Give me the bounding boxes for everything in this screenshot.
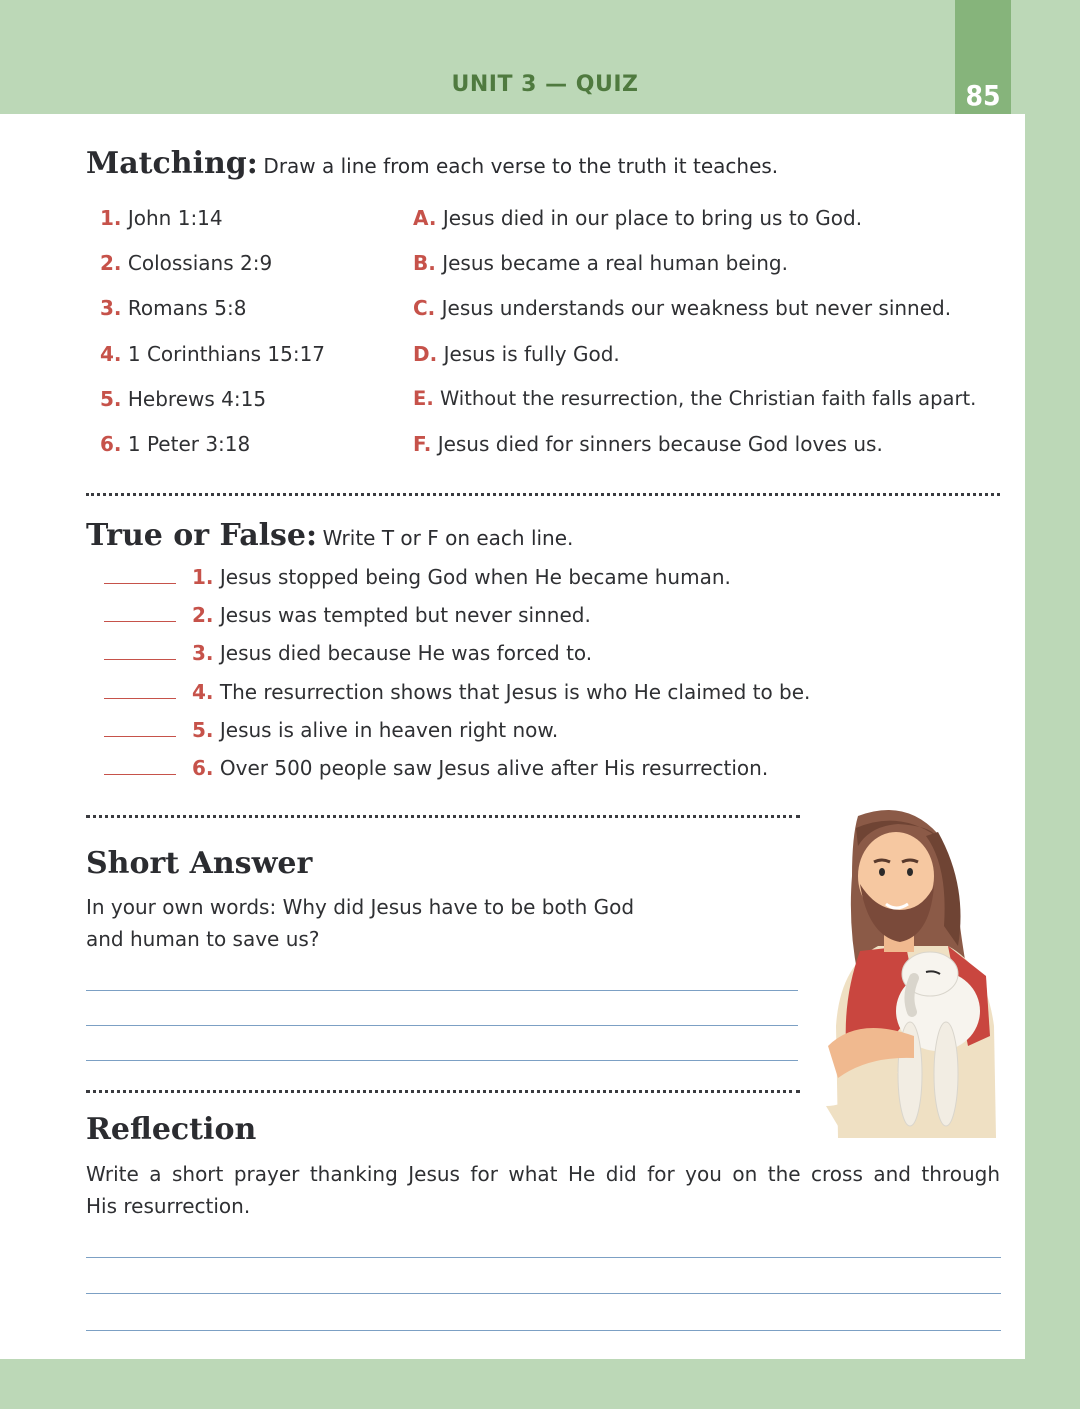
page-number: 85 <box>965 79 1001 112</box>
true-false-instructions: Write T or F on each line. <box>322 526 574 550</box>
truth-item: B. Jesus became a real human being. <box>413 251 788 275</box>
answer-line[interactable] <box>86 1330 1001 1331</box>
true-false-item: 1. Jesus stopped being God when He became human. <box>104 565 731 589</box>
answer-line[interactable] <box>86 1060 798 1061</box>
verse-item: 4. 1 Corinthians 15:17 <box>100 342 326 366</box>
truth-item: E. Without the resurrection, the Christian faith falls apart. <box>413 387 977 410</box>
matching-title: Matching: <box>86 146 258 181</box>
short-answer-prompt: In your own words: Why did Jesus have to be both God and human to save us? <box>86 895 635 951</box>
reflection-title: Reflection <box>86 1112 257 1147</box>
answer-blank[interactable] <box>104 645 176 660</box>
answer-blank[interactable] <box>104 722 176 737</box>
truth-item: A. Jesus died in our place to bring us to God. <box>413 206 863 230</box>
true-false-heading <box>86 518 573 553</box>
true-false-item: 6. Over 500 people saw Jesus alive after His resurrection. <box>104 756 768 780</box>
truth-item: C. Jesus understands our weakness but never sinned. <box>413 296 952 320</box>
answer-blank[interactable] <box>104 760 176 775</box>
matching-heading <box>86 146 778 181</box>
truth-item: D. Jesus is fully God. <box>413 342 620 366</box>
short-answer-heading <box>86 846 312 881</box>
jesus-with-lamb-illustration <box>818 806 1000 1138</box>
truth-item: F. Jesus died for sinners because God loves us. <box>413 432 883 456</box>
answer-blank[interactable] <box>104 569 176 584</box>
answer-blank[interactable] <box>104 607 176 622</box>
unit-title: UNIT 3 — QUIZ <box>451 72 639 97</box>
section-divider <box>86 815 800 818</box>
answer-line[interactable] <box>86 1293 1001 1294</box>
answer-blank[interactable] <box>104 684 176 699</box>
true-false-item: 5. Jesus is alive in heaven right now. <box>104 718 558 742</box>
verse-item: 5. Hebrews 4:15 <box>100 387 267 411</box>
answer-line[interactable] <box>86 990 798 991</box>
true-false-title: True or False: <box>86 518 318 553</box>
reflection-prompt: Write a short prayer thanking Jesus for what He did for you on the cross and through His resurrection. <box>86 1162 1000 1218</box>
answer-line[interactable] <box>86 1257 1001 1258</box>
verse-item: 3. Romans 5:8 <box>100 296 247 320</box>
answer-line[interactable] <box>86 1025 798 1026</box>
verse-item: 6. 1 Peter 3:18 <box>100 432 251 456</box>
true-false-item: 3. Jesus died because He was forced to. <box>104 641 592 665</box>
page-number-tab <box>955 0 1011 130</box>
short-answer-title: Short Answer <box>86 846 313 881</box>
section-divider <box>86 1090 800 1093</box>
reflection-heading <box>86 1112 256 1147</box>
true-false-item: 4. The resurrection shows that Jesus is who He claimed to be. <box>104 680 810 704</box>
section-divider <box>86 493 1000 496</box>
true-false-item: 2. Jesus was tempted but never sinned. <box>104 603 591 627</box>
verse-item: 1. John 1:14 <box>100 206 223 230</box>
verse-item: 2. Colossians 2:9 <box>100 251 273 275</box>
matching-instructions: Draw a line from each verse to the truth it teaches. <box>263 154 779 178</box>
